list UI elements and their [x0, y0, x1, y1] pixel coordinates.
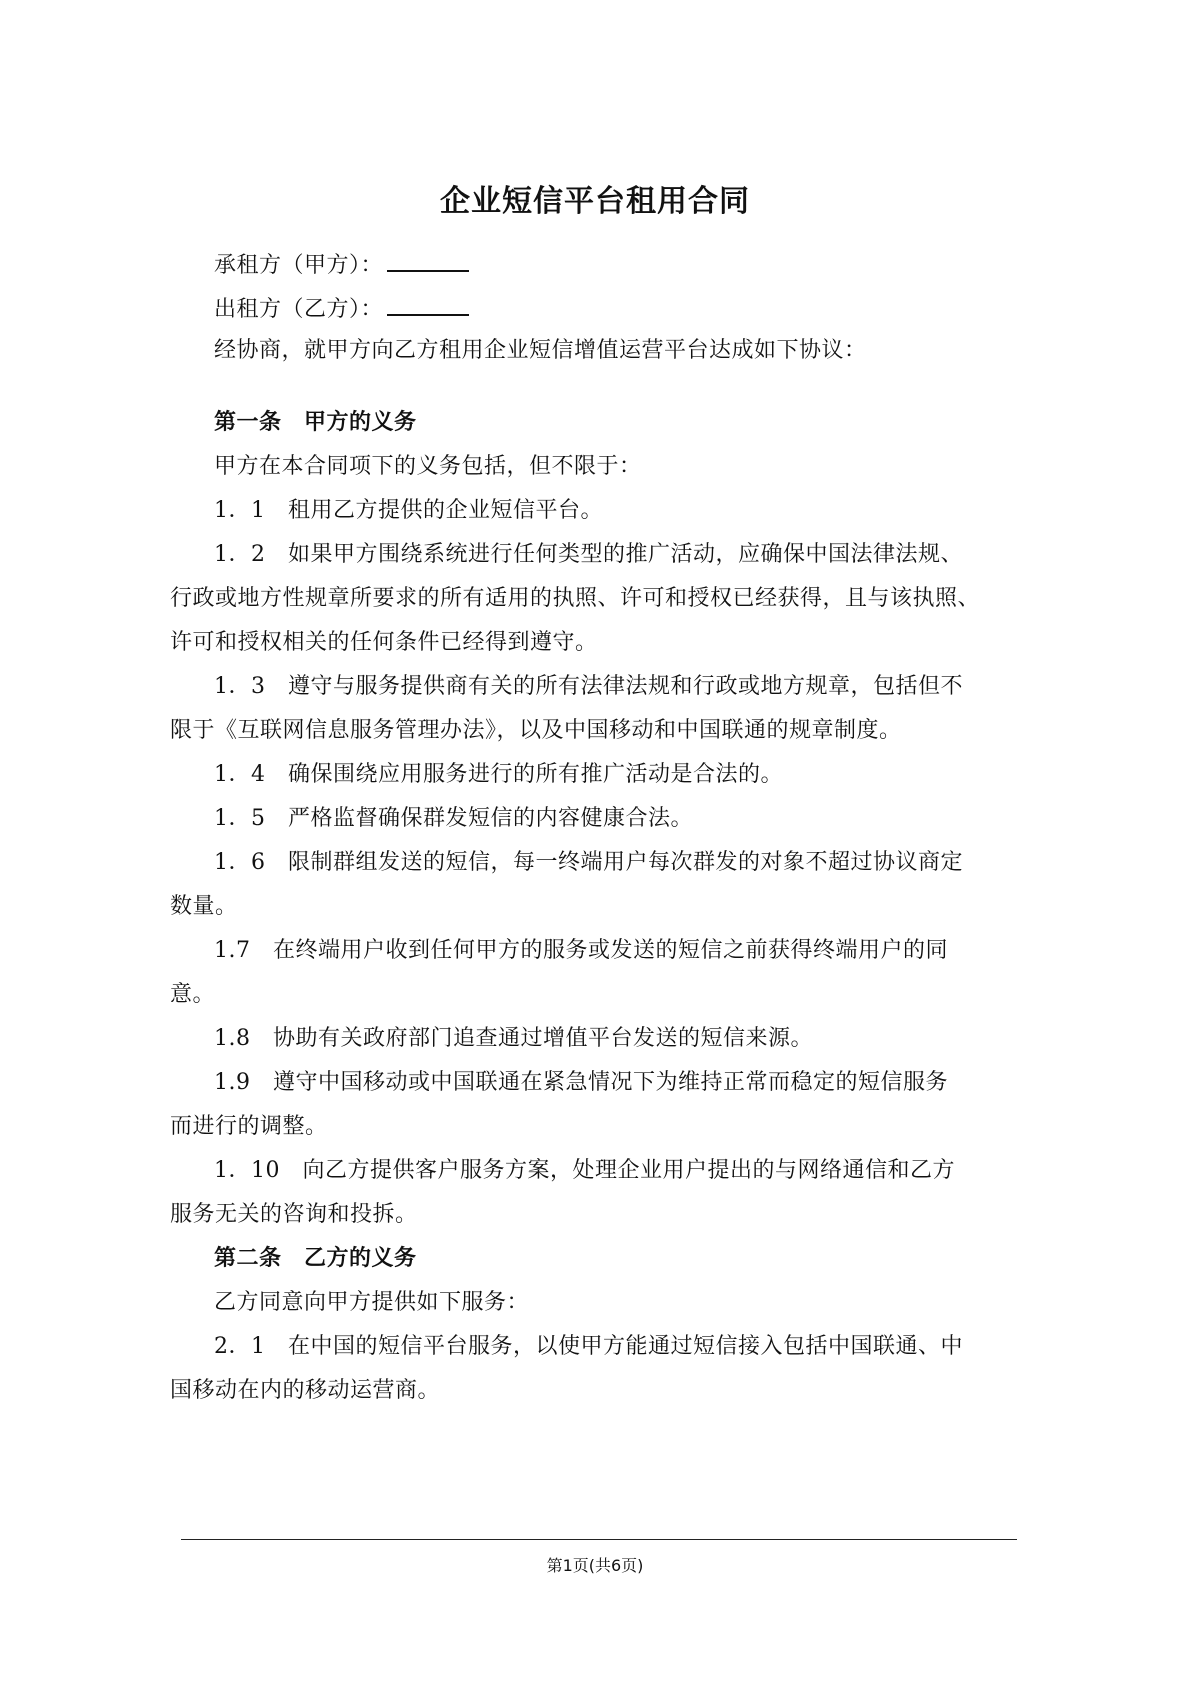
article1-item-1-6-line2: 数量。: [170, 894, 238, 919]
footer-divider: [181, 1539, 1017, 1540]
party-b-label: 出租方（乙方）：: [214, 297, 384, 322]
article1-item-1-10-line1: 1．10 向乙方提供客户服务方案，处理企业用户提出的与网络通信和乙方: [214, 1158, 955, 1183]
article1-heading: 第一条 甲方的义务: [214, 410, 417, 435]
article2-item-2-1-line1: 2．1 在中国的短信平台服务，以使甲方能通过短信接入包括中国联通、中: [214, 1334, 963, 1359]
article1-item-1-2-line3: 许可和授权相关的任何条件已经得到遵守。: [170, 630, 598, 655]
article1-item-1-1: 1．1 租用乙方提供的企业短信平台。: [214, 498, 603, 523]
article1-item-1-8: 1.8 协助有关政府部门追查通过增值平台发送的短信来源。: [214, 1026, 813, 1051]
party-a-line: [214, 248, 469, 281]
article1-item-1-5: 1．5 严格监督确保群发短信的内容健康合法。: [214, 806, 693, 831]
article2-item-2-1-line2: 国移动在内的移动运营商。: [170, 1378, 441, 1403]
article2-lead: 乙方同意向甲方提供如下服务：: [214, 1290, 530, 1315]
party-b-blank: [387, 292, 469, 316]
page-number: 第1页(共6页): [546, 1556, 644, 1575]
article1-item-1-7-line1: 1.7 在终端用户收到任何甲方的服务或发送的短信之前获得终端用户的同: [214, 938, 948, 963]
party-b-line: [214, 292, 469, 325]
article1-item-1-2-line1: 1．2 如果甲方围绕系统进行任何类型的推广活动，应确保中国法律法规、: [214, 542, 963, 567]
article2-heading: 第二条 乙方的义务: [214, 1246, 417, 1271]
document-title: 企业短信平台租用合同: [440, 184, 750, 219]
article1-item-1-6-line1: 1．6 限制群组发送的短信，每一终端用户每次群发的对象不超过协议商定: [214, 850, 963, 875]
article1-lead: 甲方在本合同项下的义务包括，但不限于：: [214, 454, 642, 479]
article1-item-1-10-line2: 服务无关的咨询和投拆。: [170, 1202, 418, 1227]
article1-item-1-2-line2: 行政或地方性规章所要求的所有适用的执照、许可和授权已经获得，且与该执照、: [170, 586, 981, 611]
article1-item-1-9-line2: 而进行的调整。: [170, 1114, 328, 1139]
article1-item-1-3-line2: 限于《互联网信息服务管理办法》，以及中国移动和中国联通的规章制度。: [170, 718, 902, 743]
article1-item-1-4: 1．4 确保围绕应用服务进行的所有推广活动是合法的。: [214, 762, 783, 787]
party-a-blank: [387, 248, 469, 272]
article1-item-1-9-line1: 1.9 遵守中国移动或中国联通在紧急情况下为维持正常而稳定的短信服务: [214, 1070, 948, 1095]
article1-item-1-7-line2: 意。: [170, 982, 216, 1007]
article1-item-1-3-line1: 1．3 遵守与服务提供商有关的所有法律法规和行政或地方规章，包括但不: [214, 674, 963, 699]
intro-text: 经协商，就甲方向乙方租用企业短信增值运营平台达成如下协议：: [214, 338, 867, 363]
party-a-label: 承租方（甲方）：: [214, 253, 384, 278]
